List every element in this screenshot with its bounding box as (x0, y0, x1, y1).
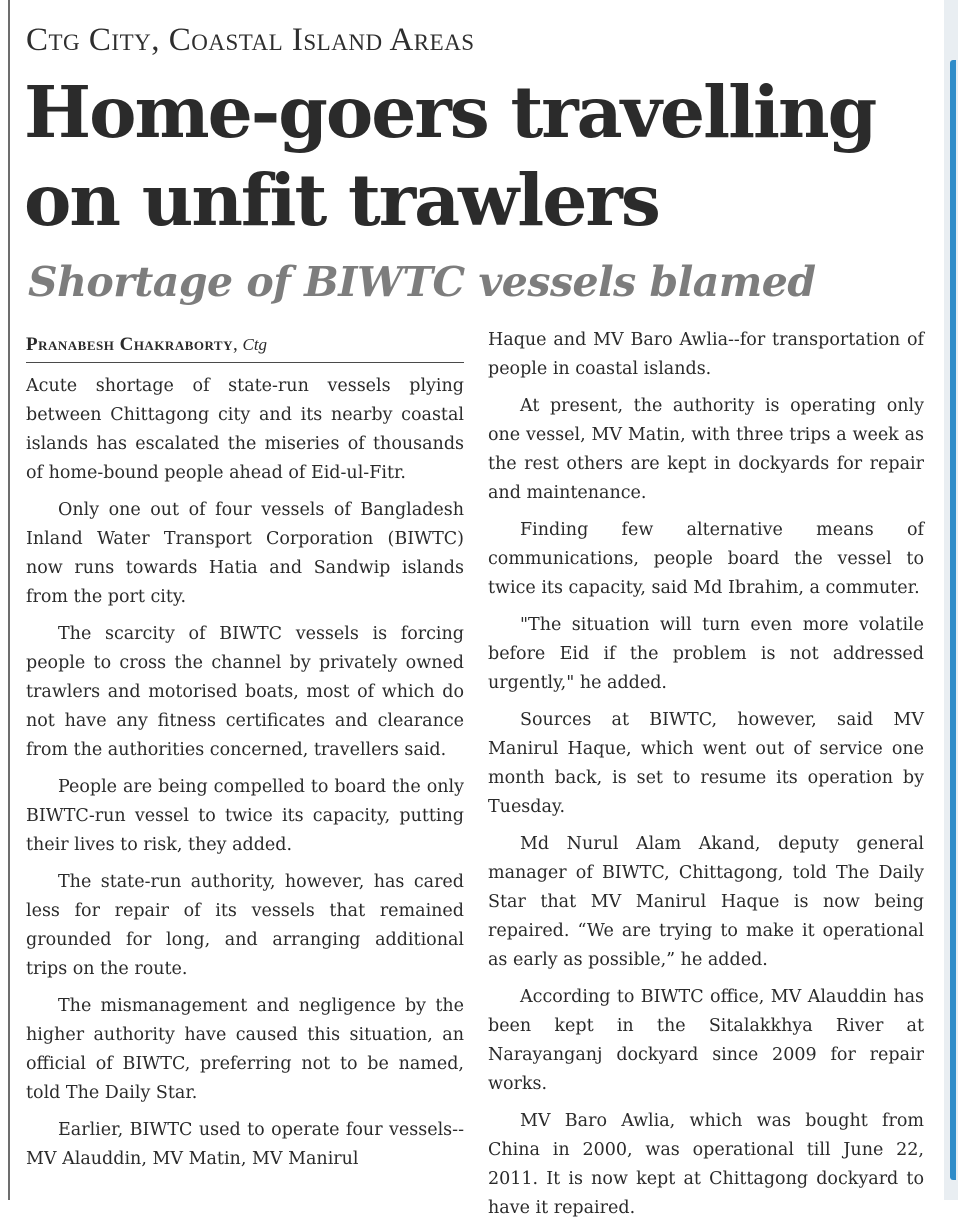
byline-author: Pranabesh Chakraborty (26, 334, 233, 355)
column2-paragraph: Md Nurul Alam Akand, deputy general manager of BIWTC, Chittagong, told The Daily Star that MV Manirul Haque is now being repaired. “We are trying to make it operational as early as possible,” he added. (488, 834, 924, 970)
column2-paragraph: At present, the authority is operating only one vessel, MV Matin, with three trips a week as the rest others are kept in dockyards for repair and maintenance. (488, 396, 924, 503)
section-label: Ctg City, Coastal Island Areas (26, 22, 475, 58)
column1-paragraph: Only one out of four vessels of Bangladesh Inland Water Transport Corporation (BIWTC) now runs towards Hatia and Sandwip islands from the port city. (26, 500, 464, 607)
column2-paragraph: Finding few alternative means of communications, people board the vessel to twice its capacity, said Md Ibrahim, a commuter. (488, 520, 924, 598)
column2-paragraph: Haque and MV Baro Awlia--for transportation of people in coastal islands. (488, 330, 924, 379)
column1-paragraph: The scarcity of BIWTC vessels is forcing people to cross the channel by privately owned trawlers and motorised boats, most of which do not have any fitness certificates and clearance from the authorities concerned, travellers said. (26, 624, 464, 760)
column1-paragraph: The state-run authority, however, has cared less for repair of its vessels that remained grounded for long, and arranging additional trips on the route. (26, 872, 464, 979)
article-column-2 (488, 326, 924, 1223)
left-border-rule (8, 0, 10, 1200)
adjacent-page-blue-bar (950, 60, 956, 1180)
byline: Pranabesh Chakraborty, Ctg (26, 334, 464, 363)
column2-paragraph: MV Baro Awlia, which was bought from China in 2000, was operational till June 22, 2011. It is now kept at Chittagong dockyard to have it repaired. (488, 1111, 924, 1218)
column1-paragraph: Acute shortage of state-run vessels plying between Chittagong city and its nearby coastal islands has escalated the miseries of thousands of home-bound people ahead of Eid-ul-Fitr. (26, 376, 464, 483)
column2-paragraph: "The situation will turn even more volatile before Eid if the problem is not addressed urgently," he added. (488, 615, 924, 693)
column2-paragraph: According to BIWTC office, MV Alauddin has been kept in the Sitalakkhya River at Narayanganj dockyard since 2009 for repair works. (488, 987, 924, 1094)
byline-location: Ctg (242, 335, 268, 354)
article-column-1 (26, 372, 464, 1174)
column2-paragraph: Sources at BIWTC, however, said MV Manirul Haque, which went out of service one month back, is set to resume its operation by Tuesday. (488, 710, 924, 817)
column1-paragraph: People are being compelled to board the only BIWTC-run vessel to twice its capacity, putting their lives to risk, they added. (26, 777, 464, 855)
column1-paragraph: Earlier, BIWTC used to operate four vessels-- MV Alauddin, MV Matin, MV Manirul (26, 1120, 464, 1169)
headline: Home-goers travelling on unfit trawlers (24, 70, 876, 242)
subheadline: Shortage of BIWTC vessels blamed (28, 258, 816, 306)
column1-paragraph: The mismanagement and negligence by the higher authority have caused this situation, an official of BIWTC, preferring not to be named, told The Daily Star. (26, 996, 464, 1103)
